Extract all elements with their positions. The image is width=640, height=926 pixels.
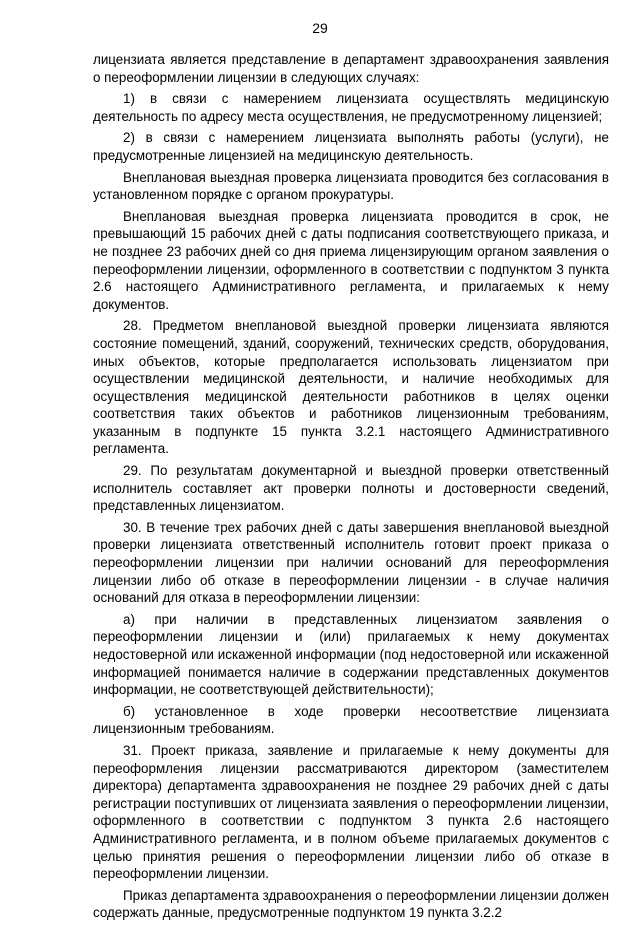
paragraph-item-2: 2) в связи с намерением лицензиата выполнять работы (услуги), не предусмотренные лицензией на медицинскую деятельность.	[93, 130, 609, 163]
paragraph-item-1: 1) в связи с намерением лицензиата осуществлять медицинскую деятельность по адресу места осуществления, не предусмотренному лицензией;	[93, 91, 609, 124]
paragraph-subitem-b: б) установленное в ходе проверки несоответствие лицензиата лицензионным требованиям.	[93, 703, 609, 737]
paragraph-unscheduled-inspection-deadline: Внеплановая выездная проверка лицензиата проводится в срок, не превышающий 15 рабочих дней с даты подписания соответствующего приказа, и не позднее 23 рабочих дней со дня приема лицензирующим органом заявления о переоформлении лицензии, оформленного в соответствии с подпунктом 3 пункта 2.6 настоящего Административного регламента, и прилагаемых к нему документов.	[93, 208, 609, 312]
paragraph-subitem-a: а) при наличии в представленных лицензиатом заявления о переоформлении лицензии и (или) прилагаемых к нему документах недостоверной или искаженной информации (под недостоверной или искаженной информацией понимается наличие в содержании представленных документов информации, не соответствующей действительности);	[93, 611, 609, 698]
paragraph-clause-30: 30. В течение трех рабочих дней с даты завершения внеплановой выездной проверки лицензиата ответственный исполнитель готовит проект приказа о переоформлении лицензии при наличии оснований для переоформления лицензии либо об отказе в переоформлении лицензии - в случае наличия оснований для отказа в переоформлении лицензии:	[93, 519, 609, 606]
paragraph-continuation: лицензиата является представление в департамент здравоохранения заявления о переоформлении лицензии в следующих случаях:	[93, 52, 609, 85]
page-number: 29	[312, 20, 328, 36]
paragraph-clause-31: 31. Проект приказа, заявление и прилагаемые к нему документы для переоформления лицензии рассматриваются директором (заместителем директора) департамента здравоохранения не позднее 29 рабочих дней с даты регистрации поступивших от лицензиата заявления о переоформлении лицензии, оформленного в соответствии с подпунктом 3 пункта 2.6 настоящего Административного регламента, и в полном объеме прилагаемых документов с целью принятия решения о переоформлении лицензии либо об отказе в переоформлении лицензии.	[93, 742, 609, 882]
paragraph-unscheduled-inspection-approval: Внеплановая выездная проверка лицензиата проводится без согласования в установленном порядке с органом прокуратуры.	[93, 169, 609, 203]
paragraph-clause-29: 29. По результатам документарной и выездной проверки ответственный исполнитель составляет акт проверки полноты и достоверности сведений, представленных лицензиатом.	[93, 463, 609, 514]
paragraph-clause-28: 28. Предметом внеплановой выездной проверки лицензиата являются состояние помещений, зданий, сооружений, технических средств, оборудования, иных объектов, которые предполагается использовать лицензиатом при осуществлении медицинской деятельности, и наличие необходимых для осуществления медицинской деятельности работников в целях оценки соответствия таких объектов и работников лицензионным требованиям, указанным в подпункте 15 пункта 3.2.1 настоящего Административного регламента.	[93, 318, 609, 457]
paragraph-order-content: Приказ департамента здравоохранения о переоформлении лицензии должен содержать данные, предусмотренные подпунктом 19 пункта 3.2.2	[93, 887, 609, 921]
document-body	[93, 51, 609, 926]
